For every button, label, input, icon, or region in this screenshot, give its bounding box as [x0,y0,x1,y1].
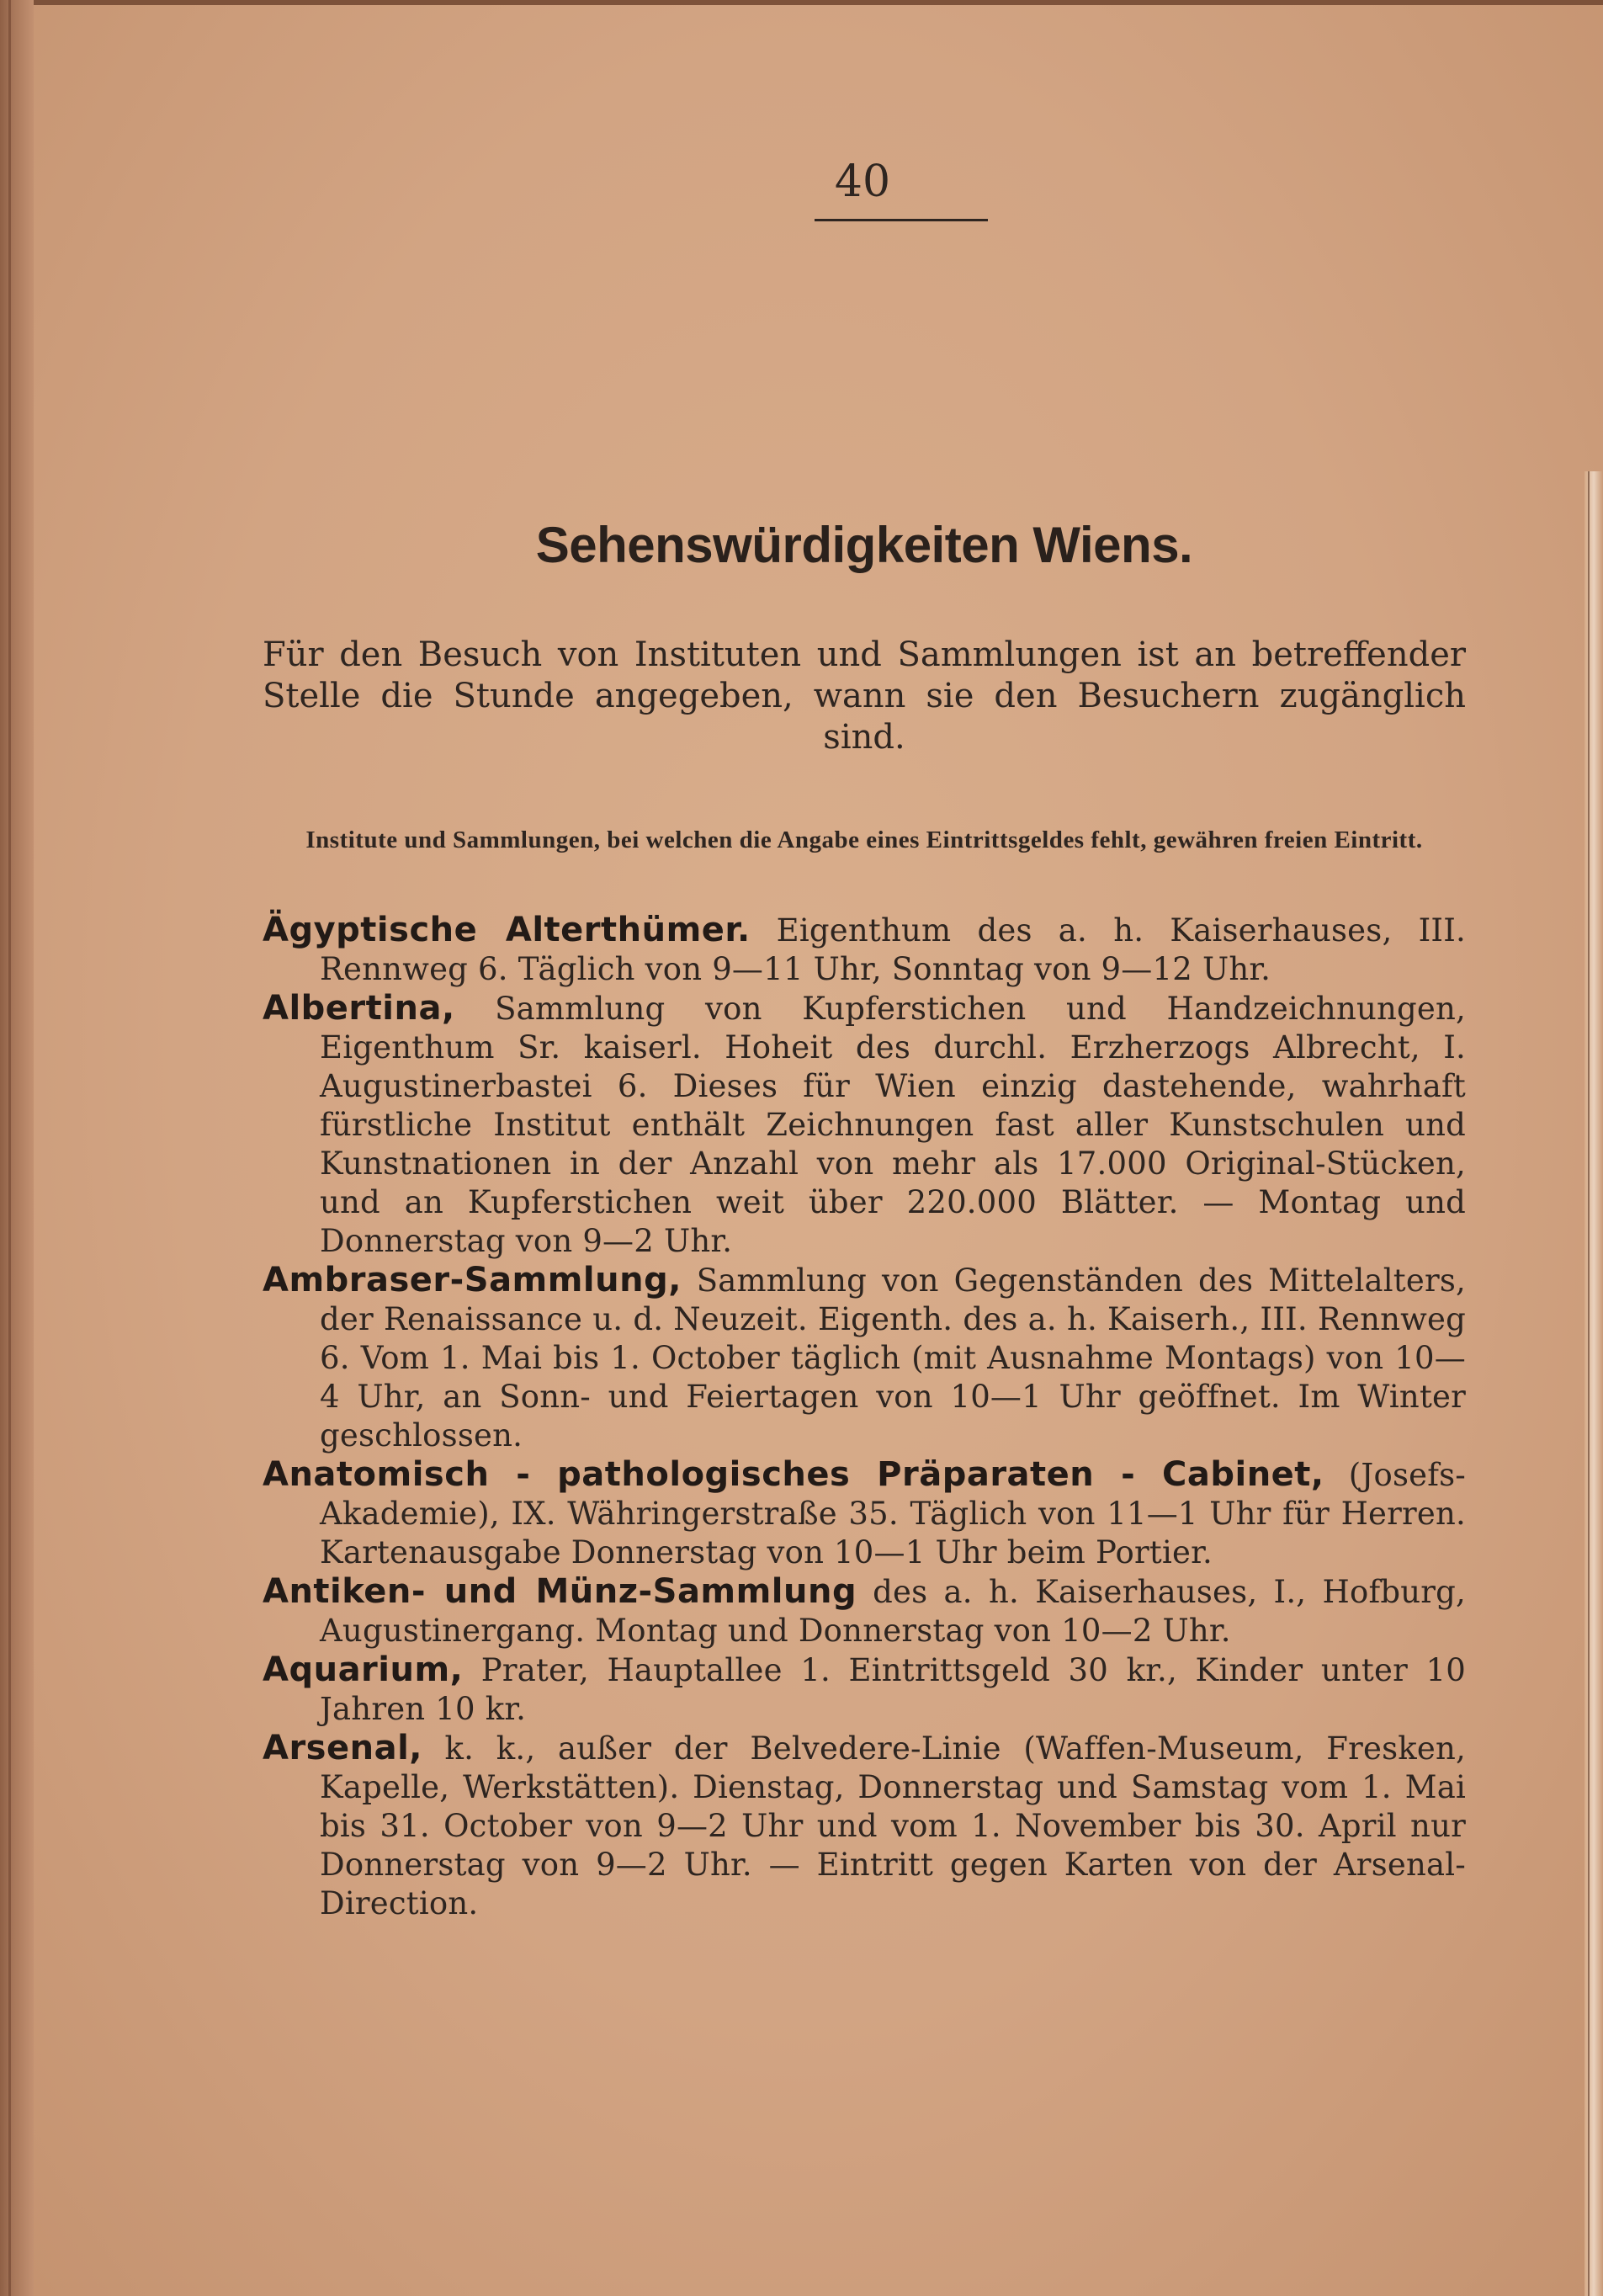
entry-description: des a. h. Kaiserhauses, I., Hofburg, Augustinergang. Montag und Donnerstag von 10—2 Uhr. [320,1574,1466,1649]
page-fore-edge [1584,471,1603,2296]
entry-albertina [263,989,1466,1261]
entry-aegyptische-alterthuemer [263,911,1466,989]
entry-anatomisch-pathologisches-cabinet [263,1455,1466,1572]
entry-name: Ambraser-Sammlung, [263,1261,682,1299]
entry-antiken-und-muenz-sammlung [263,1572,1466,1650]
page-top-edge [0,0,1603,5]
intro-paragraph: Für den Besuch von Instituten und Sammlungen ist an betreffender Stelle die Stunde angegeben, wann sie den Besuchern zugänglich sind. [263,635,1466,757]
entry-name: Albertina, [263,989,455,1028]
entry-name: Arsenal, [263,1729,422,1767]
page-number: 40 [834,157,891,207]
entry-arsenal [263,1729,1466,1923]
binding-edge [0,0,34,2296]
entry-ambraser-sammlung [263,1261,1466,1455]
entry-description: (Josefs-Akademie), IX. Währingerstraße 35. Täglich von 11—1 Uhr für Herren. Kartenausgabe Donnerstag von 10—1 Uhr beim Portier. [320,1457,1467,1571]
page-content [263,157,1467,1923]
entry-name: Anatomisch - pathologisches Präparaten - Cabinet, [263,1455,1324,1494]
entry-list [263,911,1466,1923]
entry-description: Eigenthum des a. h. Kaiserhauses, III. Rennweg 6. Täglich von 9—11 Uhr, Sonntag von 9—12 Uhr. [320,912,1466,987]
entry-description: Sammlung von Kupferstichen und Handzeichnungen, Eigenthum Sr. kaiserl. Hoheit des durchl. Erzherzogs Albrecht, I. Augustinerbastei 6. Dieses für Wien einzig dastehende, wahrhaft fürstliche Institut enthält Zeichnungen fast aller Kunstschulen und Kunstnationen in der Anzahl von mehr als 17.000 Original-Stücken, und an Kupferstichen weit über 220.000 Blätter. — Montag und Donnerstag von 9—2 Uhr. [320,991,1467,1259]
entry-name: Ägyptische Alterthümer. [263,911,751,949]
admission-note: Institute und Sammlungen, bei welchen die Angabe eines Eintrittsgeldes fehlt, gewähren freien Eintritt. [305,826,1423,853]
entry-name: Antiken- und Münz-Sammlung [263,1572,857,1611]
entry-name: Aquarium, [263,1650,464,1689]
entry-description: Sammlung von Gegenständen des Mittelalters, der Renaissance u. d. Neuzeit. Eigenth. des a. h. Kaiserh., III. Rennweg 6. Vom 1. Mai bis 1. October täglich (mit Ausnahme Montags) von 10—4 Uhr, an Sonn- und Feiertagen von 10—1 Uhr geöffnet. Im Winter geschlossen. [320,1262,1467,1454]
entry-description: Prater, Hauptallee 1. Eintrittsgeld 30 kr., Kinder unter 10 Jahren 10 kr. [320,1652,1466,1727]
entry-description: k. k., außer der Belvedere-Linie (Waffen-Museum, Fresken, Kapelle, Werkstätten). Dienstag, Donnerstag und Samstag vom 1. Mai bis 31. October von 9—2 Uhr und vom 1. November bis 30. April nur Donnerstag von 9—2 Uhr. — Eintritt gegen Karten von der Arsenal-Direction. [320,1730,1467,1921]
page-title: Sehenswürdigkeiten Wiens. [535,517,1193,573]
page-number-rule [815,219,988,221]
entry-aquarium [263,1650,1466,1729]
